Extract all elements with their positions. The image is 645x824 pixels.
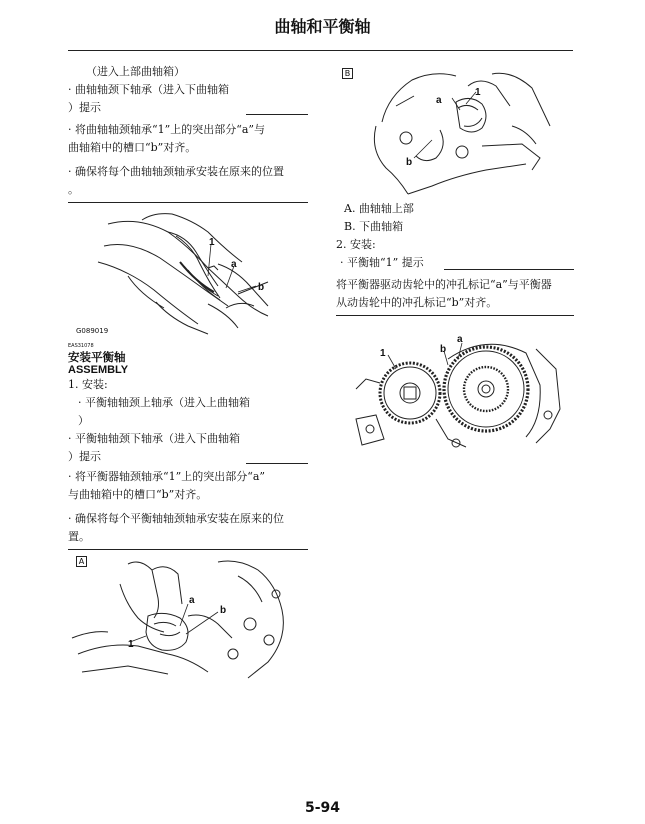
note-line: 从动齿轮中的冲孔标记“b”对齐。 [336, 296, 498, 309]
callout-1: 1 [475, 87, 481, 98]
step-line: · 平衡轴轴颈上轴承（进入上曲轴箱 [78, 396, 250, 409]
figure-code: G089019 [76, 327, 109, 335]
callout-a: a [436, 95, 442, 106]
callout-a: a [231, 259, 237, 270]
note-line: 。 [68, 183, 79, 196]
page-number: 5-94 [304, 800, 341, 816]
figure-balancer-gears [336, 319, 574, 453]
left-column [68, 63, 308, 684]
callout-b: b [440, 344, 447, 355]
step-line: 2. 安装: [336, 238, 376, 251]
figure-crank-bearing-drawing [68, 206, 308, 338]
step-line: · 平衡轴轴颈下轴承（进入下曲轴箱 [68, 432, 240, 445]
callout-1: 1 [209, 237, 215, 248]
callout-b: b [220, 605, 227, 616]
figure-crankcase-bearing [336, 66, 574, 200]
callout-1: 1 [380, 348, 386, 359]
figure-box-label: A [76, 556, 87, 567]
note-line: 与曲轴箱中的槽口“b”对齐。 [68, 488, 208, 501]
section-title-en: ASSEMBLY [68, 364, 129, 376]
section-code: EAS31078 [68, 343, 94, 349]
legend-item: A. 曲轴轴上部 [344, 202, 414, 215]
note-line: 曲轴箱中的槽口“b”对齐。 [68, 141, 197, 154]
section-rule [68, 202, 308, 203]
figure-crank-bearing [68, 206, 308, 338]
page-title: 曲轴和平衡轴 [274, 17, 371, 36]
legend-item: B. 下曲轴箱 [344, 220, 404, 233]
note-line: · 确保将每个曲轴轴颈轴承安装在原来的位置 [68, 165, 284, 178]
note-line: · 确保将每个平衡轴轴颈轴承安装在原来的位 [68, 512, 284, 525]
callout-1: 1 [128, 639, 134, 650]
step-line: 1. 安装: [68, 378, 108, 391]
section-title: 安装平衡轴 [68, 350, 126, 364]
figure-crankcase-bearing-drawing [336, 66, 574, 200]
section-rule [336, 315, 574, 316]
callout-a: a [457, 334, 463, 345]
figure-balancer-bearing-drawing [68, 554, 308, 682]
text-line: ）提示 [68, 101, 101, 114]
step-line: ）提示 [68, 450, 101, 463]
figure-balancer-bearing [68, 554, 308, 684]
text-line: · 曲轴轴颈下轴承（进入下曲轴箱 [68, 83, 229, 96]
section-rule [68, 549, 308, 550]
note-line: 将平衡器驱动齿轮中的冲孔标记“a”与平衡器 [336, 278, 552, 291]
note-line: · 将曲轴轴颈轴承“1”上的突出部分“a”与 [68, 123, 266, 136]
note-line: · 将平衡器轴颈轴承“1”上的突出部分“a” [68, 470, 266, 483]
right-column [336, 66, 574, 453]
callout-a: a [189, 595, 195, 606]
text-line: （进入上部曲轴箱） [86, 65, 185, 78]
note-line: 置。 [68, 530, 90, 543]
header-rule [68, 50, 573, 51]
callout-b: b [258, 282, 265, 293]
figure-box-label: B [342, 68, 353, 79]
step-line: · 平衡轴“1” 提示 [340, 256, 424, 269]
step-line: ） [78, 414, 89, 427]
callout-b: b [406, 157, 413, 168]
figure-balancer-gears-drawing [336, 319, 574, 453]
